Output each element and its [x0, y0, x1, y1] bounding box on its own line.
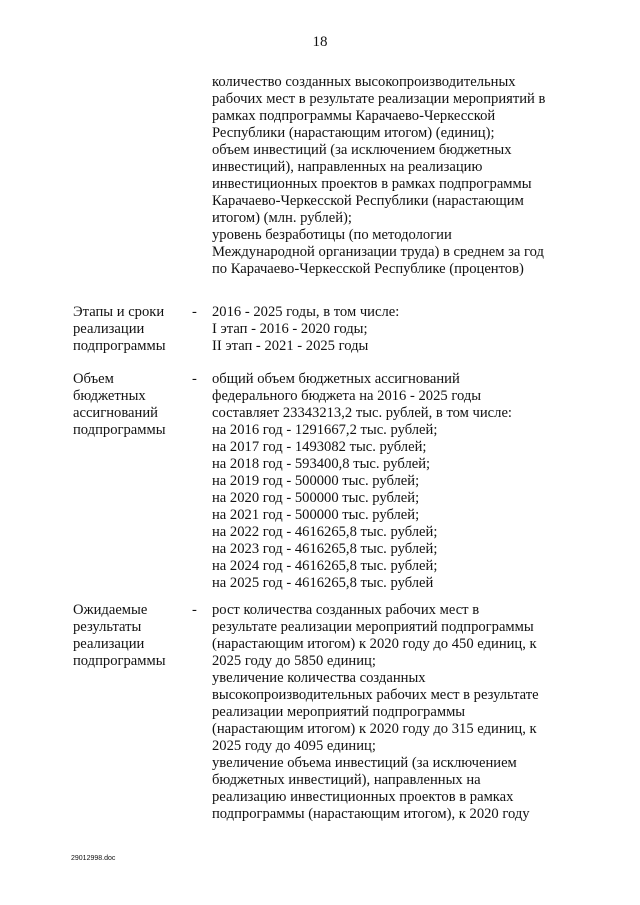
section-text-line: 2025 году до 5850 единиц;: [212, 653, 376, 669]
top-block-line: итогом) (млн. рублей);: [212, 210, 352, 226]
section-text-line: II этап - 2021 - 2025 годы: [212, 338, 369, 354]
section-text-line: подпрограммы (нарастающим итогом), к 2020 году: [212, 806, 530, 822]
top-block-line: рабочих мест в результате реализации мероприятий в: [212, 91, 546, 107]
section-text-line: (нарастающим итогом) к 2020 году до 450 единиц, к: [212, 636, 537, 652]
section-text-line: рост количества созданных рабочих мест в: [212, 602, 480, 618]
section-label-line: бюджетных: [73, 388, 146, 404]
section-label-line: Этапы и сроки: [73, 304, 165, 320]
top-block-line: Карачаево-Черкесской Республики (нарастающим: [212, 193, 524, 209]
section-label-line: результаты: [73, 619, 142, 635]
section-text-line: увеличение объема инвестиций (за исключением: [212, 755, 517, 771]
section-text-line: реализацию инвестиционных проектов в рамках: [212, 789, 514, 805]
footer-filename: 29012998.doc: [71, 855, 116, 862]
section-text-line: общий объем бюджетных ассигнований: [212, 371, 460, 387]
section-text-line: федерального бюджета на 2016 - 2025 годы: [212, 388, 482, 404]
top-block-line: объем инвестиций (за исключением бюджетных: [212, 142, 512, 158]
section-text-line: (нарастающим итогом) к 2020 году до 315 единиц, к: [212, 721, 537, 737]
section-label-line: реализации: [73, 636, 145, 652]
section-text-line: на 2019 год - 500000 тыс. рублей;: [212, 473, 420, 489]
section-text-line: реализации мероприятий подпрограммы: [212, 704, 466, 720]
section-label-line: подпрограммы: [73, 653, 166, 669]
section-label-line: Объем: [73, 371, 114, 387]
section-text-line: увеличение количества созданных: [212, 670, 426, 686]
section-text-line: на 2017 год - 1493082 тыс. рублей;: [212, 439, 427, 455]
section-label-line: ассигнований: [73, 405, 158, 421]
section-dash: -: [192, 304, 197, 320]
section-label-line: подпрограммы: [73, 338, 166, 354]
section-text-line: I этап - 2016 - 2020 годы;: [212, 321, 368, 337]
section-text-line: результате реализации мероприятий подпрограммы: [212, 619, 534, 635]
top-block-line: инвестиционных проектов в рамках подпрограммы: [212, 176, 532, 192]
section-text-line: 2025 году до 4095 единиц;: [212, 738, 376, 754]
section-label-line: подпрограммы: [73, 422, 166, 438]
top-block-line: уровень безработицы (по методологии: [212, 227, 452, 243]
top-block-line: Республики (нарастающим итогом) (единиц);: [212, 125, 495, 141]
section-dash: -: [192, 602, 197, 618]
top-block-line: инвестиций), направленных на реализацию: [212, 159, 483, 175]
top-block-line: количество созданных высокопроизводительных: [212, 74, 516, 90]
top-block-line: рамках подпрограммы Карачаево-Черкесской: [212, 108, 496, 124]
section-text-line: на 2023 год - 4616265,8 тыс. рублей;: [212, 541, 438, 557]
section-text-line: на 2022 год - 4616265,8 тыс. рублей;: [212, 524, 438, 540]
section-text-line: на 2018 год - 593400,8 тыс. рублей;: [212, 456, 431, 472]
section-dash: -: [192, 371, 197, 387]
top-block-line: Международной организации труда) в среднем за год: [212, 244, 544, 260]
section-text-line: составляет 23343213,2 тыс. рублей, в том числе:: [212, 405, 512, 421]
section-label-line: реализации: [73, 321, 145, 337]
section-text-line: на 2016 год - 1291667,2 тыс. рублей;: [212, 422, 438, 438]
section-label-line: Ожидаемые: [73, 602, 148, 618]
section-text-line: высокопроизводительных рабочих мест в результате: [212, 687, 539, 703]
section-text-line: на 2020 год - 500000 тыс. рублей;: [212, 490, 420, 506]
section-text-line: бюджетных инвестиций), направленных на: [212, 772, 481, 788]
section-text-line: на 2021 год - 500000 тыс. рублей;: [212, 507, 420, 523]
top-block-line: по Карачаево-Черкесской Республике (процентов): [212, 261, 524, 277]
page-number: 18: [312, 34, 328, 50]
section-text-line: 2016 - 2025 годы, в том числе:: [212, 304, 400, 320]
section-text-line: на 2025 год - 4616265,8 тыс. рублей: [212, 575, 434, 591]
section-text-line: на 2024 год - 4616265,8 тыс. рублей;: [212, 558, 438, 574]
